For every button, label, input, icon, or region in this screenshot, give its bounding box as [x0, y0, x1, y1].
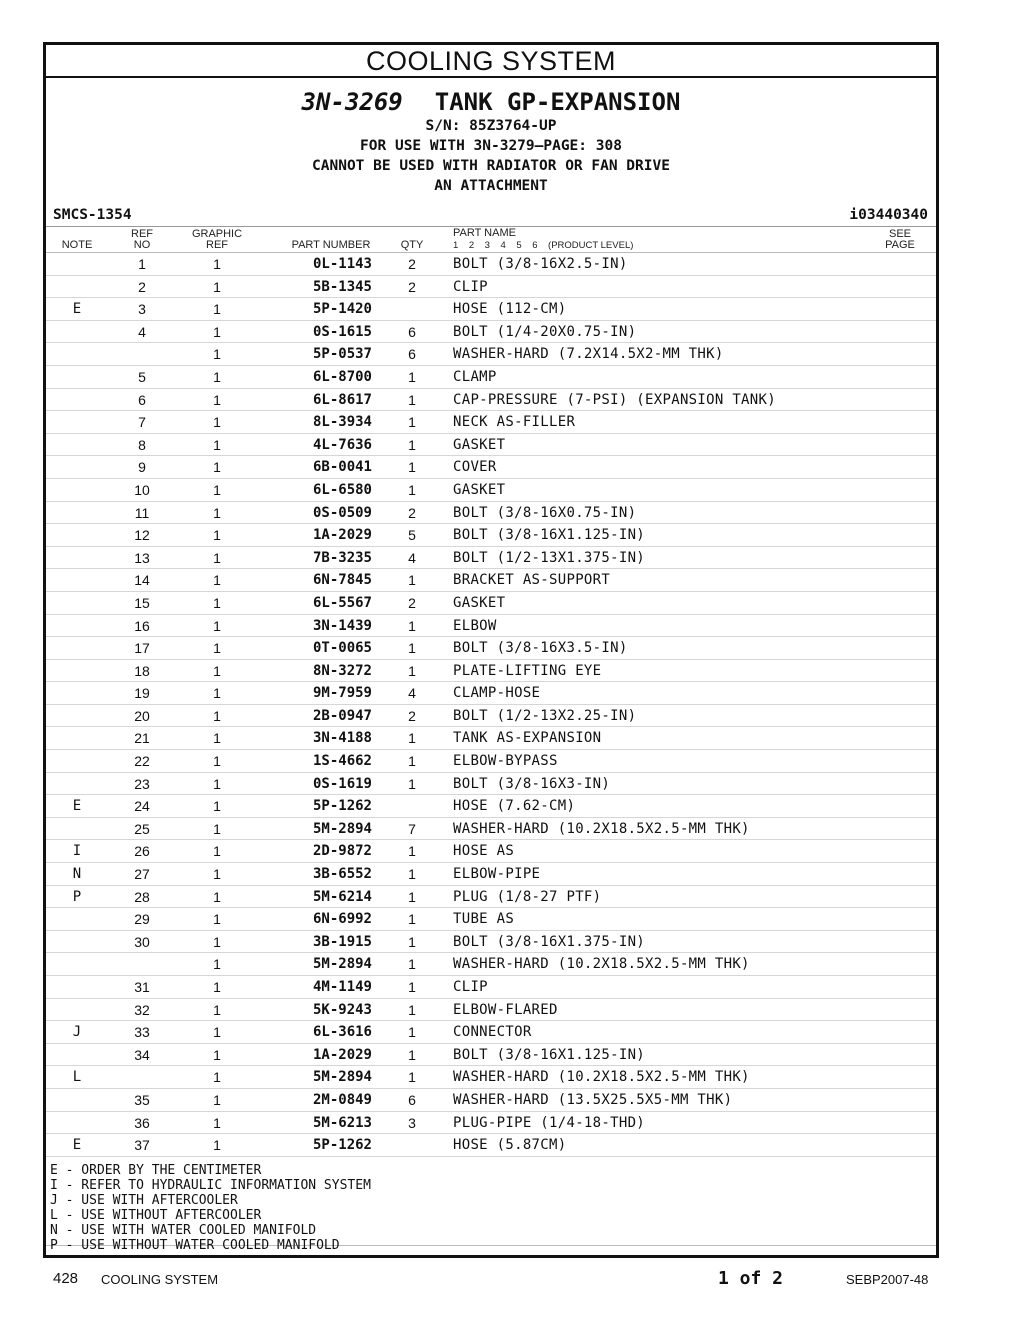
- page-of: 1 of 2: [718, 1268, 784, 1289]
- row-part-number: 8N-3272: [312, 662, 372, 679]
- table-row: [46, 908, 936, 931]
- table-row: [46, 682, 936, 705]
- table-row: [46, 1066, 936, 1089]
- row-part-number: 6L-8617: [312, 391, 372, 408]
- row-graphic-ref: 1: [213, 640, 221, 657]
- row-graphic-ref: 1: [213, 436, 221, 453]
- row-part-name: CLIP: [453, 278, 488, 295]
- row-ref-no: 7: [138, 414, 146, 431]
- row-ref-no: 17: [134, 640, 150, 657]
- table-row: [46, 976, 936, 999]
- row-part-number: 4M-1149: [312, 979, 372, 995]
- row-part-number: 5P-0537: [312, 346, 372, 363]
- row-part-name: CLIP: [453, 979, 488, 995]
- row-part-name: ELBOW: [453, 617, 497, 634]
- row-ref-no: 4: [138, 323, 146, 340]
- row-part-name: CLAMP: [453, 368, 497, 385]
- note-line: L - USE WITHOUT AFTERCOOLER: [50, 1207, 262, 1223]
- table-row: [46, 276, 936, 299]
- row-graphic-ref: 1: [213, 301, 221, 318]
- row-ref-no: 32: [134, 1001, 150, 1018]
- row-qty: 2: [408, 256, 416, 272]
- row-qty: 1: [408, 775, 416, 792]
- row-qty: 1: [408, 1001, 416, 1018]
- row-qty: 1: [408, 640, 416, 657]
- row-graphic-ref: 1: [213, 1091, 221, 1108]
- row-part-name: ELBOW-FLARED: [453, 1001, 558, 1018]
- row-part-name: BOLT (1/4-20X0.75-IN): [453, 323, 637, 340]
- row-graphic-ref: 1: [213, 820, 221, 837]
- row-qty: 1: [408, 617, 416, 634]
- row-note: L: [72, 1069, 82, 1086]
- table-row: [46, 795, 936, 818]
- usage-line: FOR USE WITH 3N-3279—PAGE: 308: [360, 138, 622, 154]
- table-row: [46, 343, 936, 366]
- row-ref-no: 31: [134, 979, 150, 995]
- row-note: E: [72, 1137, 82, 1154]
- row-ref-no: 37: [134, 1137, 150, 1154]
- row-qty: 2: [408, 707, 416, 724]
- row-part-name: GASKET: [453, 594, 506, 611]
- row-ref-no: 6: [138, 391, 146, 408]
- row-part-number: 2M-0849: [312, 1091, 372, 1108]
- row-part-number: 6N-6992: [312, 911, 372, 928]
- row-part-number: 3B-1915: [312, 933, 372, 950]
- row-part-number: 5M-6213: [312, 1114, 372, 1131]
- group-header: [46, 78, 936, 196]
- row-graphic-ref: 1: [213, 504, 221, 521]
- table-row: [46, 298, 936, 321]
- row-ref-no: 9: [138, 459, 146, 476]
- row-graphic-ref: 1: [213, 685, 221, 702]
- row-ref-no: 33: [134, 1024, 150, 1041]
- row-graphic-ref: 1: [213, 933, 221, 950]
- row-graphic-ref: 1: [213, 775, 221, 792]
- row-part-number: 6B-0041: [312, 459, 372, 476]
- row-part-name: TANK AS-EXPANSION: [453, 730, 602, 747]
- table-row: [46, 1112, 936, 1135]
- row-part-number: 1A-2029: [312, 1046, 372, 1063]
- row-ref-no: 2: [138, 278, 146, 295]
- row-ref-no: 22: [134, 753, 150, 770]
- row-note: J: [72, 1024, 82, 1041]
- table-row: [46, 886, 936, 909]
- row-part-name: GASKET: [453, 481, 506, 498]
- row-graphic-ref: 1: [213, 730, 221, 747]
- row-qty: 1: [408, 572, 416, 589]
- row-qty: 1: [408, 1069, 416, 1086]
- row-part-name: BOLT (3/8-16X3-IN): [453, 775, 611, 792]
- table-row: [46, 615, 936, 638]
- row-part-number: 2D-9872: [312, 843, 372, 860]
- parts-table-body: [46, 253, 936, 1157]
- smcs-code: SMCS-1354: [53, 207, 132, 223]
- row-ref-no: 18: [134, 662, 150, 679]
- row-graphic-ref: 1: [213, 1001, 221, 1018]
- row-qty: 4: [408, 549, 416, 566]
- row-part-name: ELBOW-BYPASS: [453, 753, 558, 770]
- row-qty: 1: [408, 979, 416, 995]
- row-graphic-ref: 1: [213, 1114, 221, 1131]
- row-graphic-ref: 1: [213, 1024, 221, 1041]
- row-qty: 1: [408, 368, 416, 385]
- col-qty: QTY: [400, 239, 424, 251]
- table-row: [46, 502, 936, 525]
- row-part-name: BOLT (3/8-16X1.375-IN): [453, 933, 646, 950]
- table-row: [46, 456, 936, 479]
- row-part-number: 1S-4662: [312, 753, 372, 770]
- row-part-number: 0S-1615: [312, 323, 372, 340]
- row-part-number: 6L-8700: [312, 368, 372, 385]
- row-qty: 7: [408, 820, 416, 837]
- row-part-number: 5K-9243: [312, 1001, 372, 1018]
- row-part-number: 3B-6552: [312, 866, 372, 883]
- row-qty: 1: [408, 436, 416, 453]
- parts-page-frame: [43, 42, 939, 1258]
- row-ref-no: 16: [134, 617, 150, 634]
- row-note: I: [72, 843, 82, 860]
- row-graphic-ref: 1: [213, 911, 221, 928]
- row-graphic-ref: 1: [213, 617, 221, 634]
- smcs-row: [46, 206, 936, 227]
- row-part-name: BOLT (3/8-16X1.125-IN): [453, 1046, 646, 1063]
- row-qty: 1: [408, 753, 416, 770]
- row-graphic-ref: 1: [213, 549, 221, 566]
- row-graphic-ref: 1: [213, 956, 221, 973]
- row-part-name: HOSE (112-CM): [453, 301, 567, 318]
- row-part-name: BOLT (3/8-16X1.125-IN): [453, 527, 646, 544]
- row-qty: 1: [408, 459, 416, 476]
- illustration-id: i03440340: [849, 207, 928, 223]
- row-part-name: PLUG (1/8-27 PTF): [453, 888, 602, 905]
- row-part-number: 5B-1345: [312, 278, 372, 295]
- serial-line: S/N: 85Z3764-UP: [425, 118, 557, 134]
- row-part-name: BOLT (3/8-16X3.5-IN): [453, 640, 628, 657]
- row-graphic-ref: 1: [213, 1069, 221, 1086]
- row-ref-no: 8: [138, 436, 146, 453]
- row-graphic-ref: 1: [213, 346, 221, 363]
- row-part-number: 5P-1262: [312, 1137, 372, 1154]
- group-title: [46, 88, 936, 116]
- row-graphic-ref: 1: [213, 798, 221, 815]
- row-graphic-ref: 1: [213, 572, 221, 589]
- row-graphic-ref: 1: [213, 594, 221, 611]
- col-part-number: PART NUMBER: [291, 239, 371, 251]
- table-row: [46, 637, 936, 660]
- row-part-number: 1A-2029: [312, 527, 372, 544]
- row-part-name: PLATE-LIFTING EYE: [453, 662, 602, 679]
- row-ref-no: 14: [134, 572, 150, 589]
- row-part-number: 5M-2894: [312, 1069, 372, 1086]
- row-part-number: 4L-7636: [312, 436, 372, 453]
- row-part-name: GASKET: [453, 436, 506, 453]
- column-headers: [46, 227, 936, 253]
- row-graphic-ref: 1: [213, 1046, 221, 1063]
- table-row: [46, 773, 936, 796]
- row-qty: 6: [408, 346, 416, 363]
- col-see-top: SEE: [888, 228, 911, 240]
- row-ref-no: 11: [134, 504, 150, 521]
- row-ref-no: 1: [138, 256, 146, 272]
- row-graphic-ref: 1: [213, 979, 221, 995]
- row-qty: 1: [408, 1046, 416, 1063]
- col-graphic-top: GRAPHIC: [191, 228, 243, 240]
- row-part-name: HOSE (7.62-CM): [453, 798, 576, 815]
- row-part-name: WASHER-HARD (13.5X25.5X5-MM THK): [453, 1091, 733, 1108]
- row-graphic-ref: 1: [213, 414, 221, 431]
- table-row: [46, 705, 936, 728]
- row-part-name: WASHER-HARD (10.2X18.5X2.5-MM THK): [453, 956, 750, 973]
- row-graphic-ref: 1: [213, 866, 221, 883]
- row-graphic-ref: 1: [213, 888, 221, 905]
- row-ref-no: 23: [134, 775, 150, 792]
- row-part-number: 0S-0509: [312, 504, 372, 521]
- row-part-number: 7B-3235: [312, 549, 372, 566]
- row-part-name: WASHER-HARD (10.2X18.5X2.5-MM THK): [453, 1069, 750, 1086]
- row-ref-no: 13: [134, 549, 150, 566]
- row-ref-no: 36: [134, 1114, 150, 1131]
- row-note: E: [72, 798, 82, 815]
- row-graphic-ref: 1: [213, 707, 221, 724]
- page-number: 428: [53, 1270, 79, 1287]
- group-part-number: 3N-3269: [301, 88, 403, 116]
- table-row: [46, 411, 936, 434]
- row-graphic-ref: 1: [213, 481, 221, 498]
- row-qty: 2: [408, 278, 416, 295]
- row-qty: 2: [408, 594, 416, 611]
- row-part-number: 5M-2894: [312, 820, 372, 837]
- row-note: P: [72, 888, 82, 905]
- row-part-number: 5P-1262: [312, 798, 372, 815]
- table-row: [46, 840, 936, 863]
- page-footer: [0, 1268, 1020, 1288]
- restriction-line: CANNOT BE USED WITH RADIATOR OR FAN DRIVE: [312, 158, 670, 174]
- row-ref-no: 19: [134, 685, 150, 702]
- table-row: [46, 547, 936, 570]
- col-part-name: PART NAME: [453, 227, 516, 239]
- table-row: [46, 253, 936, 276]
- row-part-name: PLUG-PIPE (1/4-18-THD): [453, 1114, 646, 1131]
- row-qty: 1: [408, 414, 416, 431]
- row-ref-no: 15: [134, 594, 150, 611]
- row-note: N: [72, 866, 82, 883]
- row-qty: 5: [408, 527, 416, 544]
- row-ref-no: 26: [134, 843, 150, 860]
- note-line: N - USE WITH WATER COOLED MANIFOLD: [50, 1222, 317, 1238]
- row-part-name: ELBOW-PIPE: [453, 866, 541, 883]
- row-graphic-ref: 1: [213, 843, 221, 860]
- row-part-name: WASHER-HARD (10.2X18.5X2.5-MM THK): [453, 820, 750, 837]
- row-part-name: HOSE (5.87CM): [453, 1137, 567, 1154]
- row-qty: 6: [408, 1091, 416, 1108]
- row-graphic-ref: 1: [213, 278, 221, 295]
- row-qty: 1: [408, 730, 416, 747]
- row-part-number: 6L-5567: [312, 594, 372, 611]
- row-part-name: CAP-PRESSURE (7-PSI) (EXPANSION TANK): [453, 391, 776, 408]
- row-part-name: CLAMP-HOSE: [453, 685, 541, 702]
- table-row: [46, 524, 936, 547]
- row-part-name: BRACKET AS-SUPPORT: [453, 572, 611, 589]
- row-qty: 1: [408, 911, 416, 928]
- row-part-number: 5M-6214: [312, 888, 372, 905]
- row-part-name: TUBE AS: [453, 911, 515, 928]
- row-part-name: NECK AS-FILLER: [453, 414, 576, 431]
- row-part-number: 5M-2894: [312, 956, 372, 973]
- row-qty: 6: [408, 323, 416, 340]
- table-row: [46, 931, 936, 954]
- row-qty: 1: [408, 866, 416, 883]
- row-qty: 1: [408, 956, 416, 973]
- row-ref-no: 3: [138, 301, 146, 318]
- row-qty: 1: [408, 662, 416, 679]
- col-see-bottom: PAGE: [885, 239, 915, 251]
- row-part-name: BOLT (1/2-13X1.375-IN): [453, 549, 646, 566]
- table-row: [46, 1021, 936, 1044]
- row-graphic-ref: 1: [213, 1137, 221, 1154]
- row-part-number: 5P-1420: [312, 301, 372, 318]
- col-note: NOTE: [61, 239, 93, 251]
- row-ref-no: 34: [134, 1046, 150, 1063]
- note-line: I - REFER TO HYDRAULIC INFORMATION SYSTEM: [50, 1177, 371, 1193]
- row-part-name: BOLT (3/8-16X0.75-IN): [453, 504, 637, 521]
- row-part-number: 0T-0065: [312, 640, 372, 657]
- row-ref-no: 20: [134, 707, 150, 724]
- note-line: J - USE WITH AFTERCOOLER: [50, 1192, 238, 1208]
- row-qty: 1: [408, 391, 416, 408]
- row-part-name: CONNECTOR: [453, 1024, 532, 1041]
- row-ref-no: 12: [134, 527, 150, 544]
- system-title: COOLING SYSTEM: [46, 45, 936, 78]
- row-qty: 1: [408, 1024, 416, 1041]
- row-ref-no: 35: [134, 1091, 150, 1108]
- row-part-number: 8L-3934: [312, 414, 372, 431]
- table-row: [46, 1089, 936, 1112]
- footer-section: COOLING SYSTEM: [101, 1272, 219, 1287]
- row-graphic-ref: 1: [213, 753, 221, 770]
- row-graphic-ref: 1: [213, 662, 221, 679]
- group-part-title: TANK GP-EXPANSION: [434, 88, 681, 116]
- row-part-number: 6L-3616: [312, 1024, 372, 1041]
- row-ref-no: 29: [134, 911, 150, 928]
- row-ref-no: 27: [134, 866, 150, 883]
- row-graphic-ref: 1: [213, 323, 221, 340]
- table-row: [46, 1134, 936, 1157]
- row-part-name: HOSE AS: [453, 843, 515, 860]
- document-id: SEBP2007-48: [846, 1272, 929, 1287]
- row-qty: 2: [408, 504, 416, 521]
- table-row: [46, 592, 936, 615]
- col-product-level: 1 2 3 4 5 6 (PRODUCT LEVEL): [453, 240, 634, 251]
- row-part-number: 6L-6580: [312, 481, 372, 498]
- table-row: [46, 479, 936, 502]
- restriction-line-2: AN ATTACHMENT: [434, 178, 548, 194]
- note-line: P - USE WITHOUT WATER COOLED MANIFOLD: [50, 1237, 340, 1253]
- table-row: [46, 750, 936, 773]
- row-qty: 4: [408, 685, 416, 702]
- row-ref-no: 25: [134, 820, 150, 837]
- row-ref-no: 21: [134, 730, 150, 747]
- table-row: [46, 660, 936, 683]
- row-graphic-ref: 1: [213, 391, 221, 408]
- row-graphic-ref: 1: [213, 256, 221, 272]
- row-part-name: BOLT (1/2-13X2.25-IN): [453, 707, 637, 724]
- col-ref-top: REF: [131, 228, 153, 240]
- row-part-number: 2B-0947: [312, 707, 372, 724]
- row-part-name: BOLT (3/8-16X2.5-IN): [453, 256, 628, 272]
- notes-section: [46, 1157, 936, 1253]
- table-row: [46, 953, 936, 976]
- table-row: [46, 389, 936, 412]
- row-qty: 1: [408, 481, 416, 498]
- row-part-number: 3N-4188: [312, 730, 372, 747]
- row-part-number: 9M-7959: [312, 685, 372, 702]
- table-row: [46, 366, 936, 389]
- row-qty: 1: [408, 888, 416, 905]
- row-part-number: 0S-1619: [312, 775, 372, 792]
- col-ref-bottom: NO: [133, 239, 151, 251]
- col-graphic-bottom: REF: [206, 239, 228, 251]
- row-part-name: COVER: [453, 459, 497, 476]
- row-qty: 3: [408, 1114, 416, 1131]
- row-part-number: 0L-1143: [312, 256, 372, 272]
- table-row: [46, 434, 936, 457]
- table-row: [46, 321, 936, 344]
- table-row: [46, 569, 936, 592]
- row-part-number: 6N-7845: [312, 572, 372, 589]
- row-graphic-ref: 1: [213, 368, 221, 385]
- table-row: [46, 1044, 936, 1067]
- row-ref-no: 5: [138, 368, 146, 385]
- row-ref-no: 28: [134, 888, 150, 905]
- table-row: [46, 727, 936, 750]
- row-part-number: 3N-1439: [312, 617, 372, 634]
- note-line: E - ORDER BY THE CENTIMETER: [50, 1162, 262, 1178]
- row-part-name: WASHER-HARD (7.2X14.5X2-MM THK): [453, 346, 724, 363]
- row-qty: 1: [408, 843, 416, 860]
- row-ref-no: 30: [134, 933, 150, 950]
- row-graphic-ref: 1: [213, 527, 221, 544]
- row-ref-no: 10: [134, 481, 150, 498]
- row-ref-no: 24: [134, 798, 150, 815]
- table-row: [46, 818, 936, 841]
- row-qty: 1: [408, 933, 416, 950]
- table-row: [46, 863, 936, 886]
- row-note: E: [72, 301, 82, 318]
- row-graphic-ref: 1: [213, 459, 221, 476]
- table-row: [46, 999, 936, 1022]
